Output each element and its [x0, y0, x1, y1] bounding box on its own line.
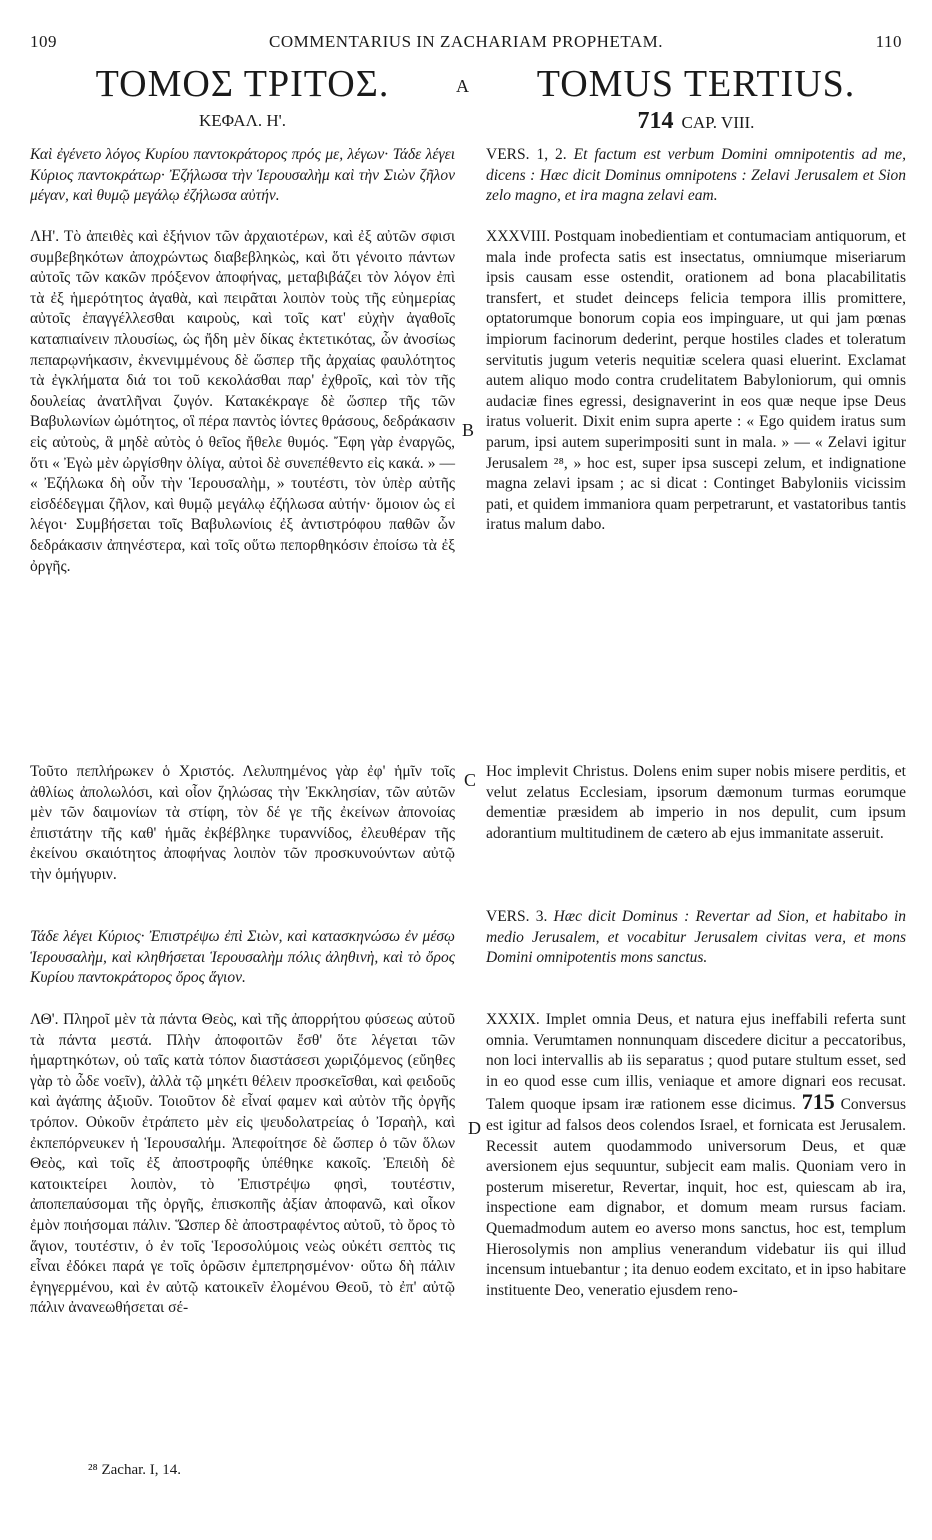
- latin-tome-title: TOMUS TERTIUS.: [536, 63, 856, 105]
- latin-paragraph-38: XXXVIII. Postquam inobedientiam et contumaciam antiquorum, et mala inde profecta satis est insectatus, omniumque miseriarum ipsis causam esse ostendit, orationem ad bona placabilitatis transfert, et studet deinceps felicia tempora illis promittere, optatorumque bonorum copia eos impinguare, ut qui jam pœnas impiorum facinorum dederint, perque hostiles clades et toleratum servitutis jugum veteris nequitiæ scelera quasi eluerint. Exclamat autem aliquo modo contra crudelitatem Babyloniorum, qui omnis audaciæ fines egressi, designaverint in eos quæ neque ipse Deus iratus voluerit. Dixit enim supra aperte : « Ego quidem iratus sum parum, ipsi autem superimpositi sunt in mala. » — « Zelavi igitur Jerusalem ²⁸, » hoc est, super ipsa suscepi zelum, et indignatione magna zelavi ipsam ; ac si dicat : Continget Babyloniis vicissim pati, et quidem immaniora quam perpetrarunt, et vastatoribus tantis iratus malum dabo.: [486, 228, 906, 534]
- latin-chapter-title: [486, 110, 906, 134]
- footnote: ²⁸ Zachar. I, 14.: [88, 1462, 182, 1478]
- margin-letter-c: C: [464, 770, 477, 790]
- latin-verse-ref-1-2: VERS. 1, 2.: [486, 146, 567, 163]
- column-number-715: 715: [801, 1089, 835, 1115]
- page-number-left: 109: [30, 32, 57, 51]
- latin-verse-ref-3: VERS. 3.: [486, 908, 548, 925]
- greek-paragraph-38: ΛΗ'. Τὸ ἀπειθὲς καὶ ἐξήνιον τῶν ἀρχαιοτέρων, καὶ ἐξ αὐτῶν σφισι συμβεβηκότων ἀποχρώντως διαβεβληκὼς, καὶ ὅτι γένοιτο πάντων αὐτοῖς τῶν κακῶν πρόξενον ἀποφήνας, μεταβιβάζει τὸν λόγον ἐπὶ τὰ ἐξ ἡμερότητος ἀγαθὰ, καὶ πειρᾶται λοιπὸν τοὺς τῆς εὐημερίας αὐτοῖς ἐπαγγέλλεσθαι καιροὺς, καὶ τοῖς κατ' εὐχὴν ἀγαθοῖς καταπιαίνειν πλουσίως, ὡς ἤδη μὲν δίκας ἐκτετικότας, ὧν ἀνοσίως πεπαρῳνήκασιν, ἐκνενιμμένους δὲ ὥσπερ τῆς ἀρχαίας φαυλότητος τὰ ἐγκλήματα διά τοι τοῦ κεκολάσθαι παρ' ἐχθροῖς, καὶ τὸν τῆς δουλείας ἀνατλῆναι ζυγόν. Κατακέκραγε δὲ ὥσπερ τῆς τῶν Βαβυλωνίων ὠμότητος, οἳ πέρα παντὸς ἰόντες θράσους, δεδράκασιν εἰς αὐτοὺς, ἃ μηδὲ αὐτὸς ὁ θεῖος ἤθελε θυμός. Ἔφη γὰρ ἐναργῶς, ὅτι « Ἐγὼ μὲν ὠργίσθην ὀλίγα, αὐτοὶ δὲ συνεπέθεντο εἰς κακά. » — « Ἐζήλωκα δὴ οὖν τὴν Ἱερουσαλὴμ, » τουτέστι, τὸν ὑπὲρ αὐτῆς εἰσδέδεγμαι ζῆλον, καὶ θυμῷ μεγάλῳ ἐζήλωσα αὐτήν· ὅμοιον ὡς εἰ λέγοι· Συμβήσεται τοῖς Βαβυλωνίοις ἐξ ἀντιστρόφου παθῶν ὧν δεδράκασιν ἀπηνέστερα, καὶ τοῖς οὕτω πεπορθηκόσιν ἐποίσω τὰ ἐξ ὀργῆς.: [30, 228, 455, 575]
- margin-letter-a: A: [456, 76, 469, 96]
- margin-letter-b: B: [462, 420, 475, 440]
- latin-paragraph-christ: Hoc implevit Christus. Dolens enim super nobis misere perditis, et velut zelatus Ecclesiam, ipsorum dæmonum turmas eorumque dementiæ præsidem ab imperio in nos depulit, cum ipsum adorantium multitudinem de cætero ab ejus immanitate asseruit.: [486, 763, 906, 842]
- page-header: [30, 32, 902, 58]
- latin-paragraph-39: [486, 1010, 906, 1301]
- greek-chapter-title: ΚΕΦΑΛ. Η'.: [199, 111, 286, 130]
- greek-paragraph-39: ΛΘ'. Πληροῖ μὲν τὰ πάντα Θεὸς, καὶ τῆς ἀπορρήτου φύσεως αὐτοῦ τὰ πάντα μεστά. Πλὴν ἀποφοιτῶν ἔσθ' ὅτε λέγεται τῶν ἡμαρτηκότων, οὐ ταῖς κατὰ τόπον διαστάσεσι χωριζόμενος (εὔηθες γὰρ τὸ ὧδε νοεῖν), ἀλλὰ τῷ μηκέτι θέλειν προσκεῖσθαι, καὶ φειδοῦς καὶ ἀγάπης ἀξιοῦν. Τοιοῦτον δὲ εἶναί φαμεν καὶ αὐτὸν τῆς ὀργῆς τρόπον. Οὐκοῦν ἐτράπετο μὲν εἰς ψευδολατρείας ὁ Ἰσραὴλ, καὶ ἐκπεπόρνευκεν ἡ Ἱερουσαλήμ. Ἀπεφοίτησε δὲ ὥσπερ ὁ τῶν ὅλων Θεὸς, καὶ τοῖς ἐξ ἀποστροφῆς ὑπέθηκε κακοῖς. Ἐπειδὴ δὲ κατοικτείρει λοιπὸν, τὸ Ἐπιστρέψω φησὶ, τουτέστιν, ἀποπεπαύσομαι τῆς ὀργῆς, ἐπισκοπῆς ἀξίαν ἀποφανῶ, καὶ οἶκον ἐμὸν ποιήσομαι πάλιν. Ὥσπερ δὲ ἀποστραφέντος αὐτοῦ, τὸ ὄρος τὸ ἅγιον, τουτέστιν, ὁ ἐν τοῖς Ἱεροσολύμοις νεὼς οὐκέτι σεπτὸς τις εἶναι ἐδόκει παρά γε τοῖς ὁρῶσιν ἐμπεπρησμένον· οὕτω δὴ πάλιν ἐγηγερμένου, καὶ ἐν αὐτῷ κατοικεῖν ἐλομένου Θεοῦ, τὸ ἐπ' αὐτῷ πάλιν ἀνανεωθήσεται σέ-: [30, 1011, 455, 1317]
- greek-lemma-verses-1-2: Καὶ ἐγένετο λόγος Κυρίου παντοκράτορος πρός με, λέγων· Τάδε λέγει Κύριος παντοκράτωρ· Ἐζήλωσα τὴν Ἱερουσαλὴμ καὶ τὴν Σιὼν ζῆλον μέγαν, καὶ θυμῷ μεγάλῳ ἐζήλωσα αὐτήν.: [30, 146, 455, 205]
- latin-paragraph-39-part-a: XXXIX. Implet omnia Deus, et natura ejus ineffabili referta sunt omnia. Verumtamen nonnunquam discedere dicitur a peccatoribus, non loci intervallis ab iis separatus ; quod putare stultum esset, sed in eo quod esse cum illis, veniaque et amore dignari eos recusat. Talem quoque ipsam iræ rationem esse dicimus.: [486, 1011, 906, 1114]
- latin-lemma-verse-3: [486, 907, 906, 969]
- greek-tome-title: ΤΟΜΟΣ ΤΡΙΤΟΣ.: [95, 63, 390, 105]
- greek-column-heading: [30, 62, 455, 132]
- latin-paragraph-39-part-b: Conversus est igitur ad falsos deos colendos Israel, et fornicata est Jerusalem. Recessit autem quodammodo universorum Deus, et quæ aversionem ejus sequuntur, subjecit eam malis. Quoniam vero in posterum miseretur, Revertar, inquit, hoc est, quiescam ab ira, inspectione eam dignabor, et domum meam rursus faciam. Quemadmodum autem eo averso mons sanctus, hoc est, templum Hierosolymis non amplius venerandum videbatur iis qui illud incensum intuebantur ; ita denuo eodem excitato, et in ipso habitare instituente Deo, veneratio ejusdem reno-: [486, 1096, 907, 1299]
- running-title: COMMENTARIUS IN ZACHARIAM PROPHETAM.: [268, 32, 664, 51]
- latin-chapter-label: CAP. VIII.: [681, 113, 755, 132]
- latin-verse-text-3: Hæc dicit Dominus : Revertar ad Sion, et habitabo in medio Jerusalem, et vocabitur Jerusalem civitas vera, et mons Domini omnipotentis mons sanctus.: [486, 908, 906, 967]
- latin-verse-text-1-2: Et factum est verbum Domini omnipotentis ad me, dicens : Hæc dicit Dominus omnipotens : Zelavi Jerusalem et Sion zelo magno, et ira magna zelavi eam.: [486, 146, 907, 205]
- latin-lemma-verses-1-2: [486, 145, 906, 207]
- latin-column-heading: [486, 62, 906, 134]
- column-number-714: 714: [637, 108, 674, 134]
- greek-lemma-verse-3: Τάδε λέγει Κύριος· Ἐπιστρέψω ἐπὶ Σιὼν, καὶ κατασκηνώσω ἐν μέσῳ Ἱερουσαλὴμ, καὶ κληθήσεται Ἱερουσαλὴμ πόλις ἀληθινὴ, καὶ τὸ ὄρος Κυρίου παντοκράτορος ὄρος ἅγιον.: [30, 928, 455, 987]
- greek-paragraph-christ: Τοῦτο πεπλήρωκεν ὁ Χριστός. Λελυπημένος γὰρ ἐφ' ἡμῖν τοῖς ἀθλίως ἀπολωλόσι, καὶ οἷον ζηλώσας τὴν Ἐκκλησίαν, τῶν αὐτῶν μὲν τῶν δαιμονίων τὰ στίφη, τὸν δέ γε τῆς ἐκείνων ἀπονοίας ἐπιστάτην τῆς καθ' ἡμᾶς ἐκβέβληκε τυραννίδος, ἐλευθέραν τῆς ἐκείνου σκαιότητος ἀποφήνας λοιπὸν τῶν προσκυνούντων αὐτῷ τὴν ὁμήγυριν.: [30, 763, 455, 883]
- margin-letter-d: D: [468, 1118, 481, 1138]
- page-number-right: 110: [875, 32, 902, 51]
